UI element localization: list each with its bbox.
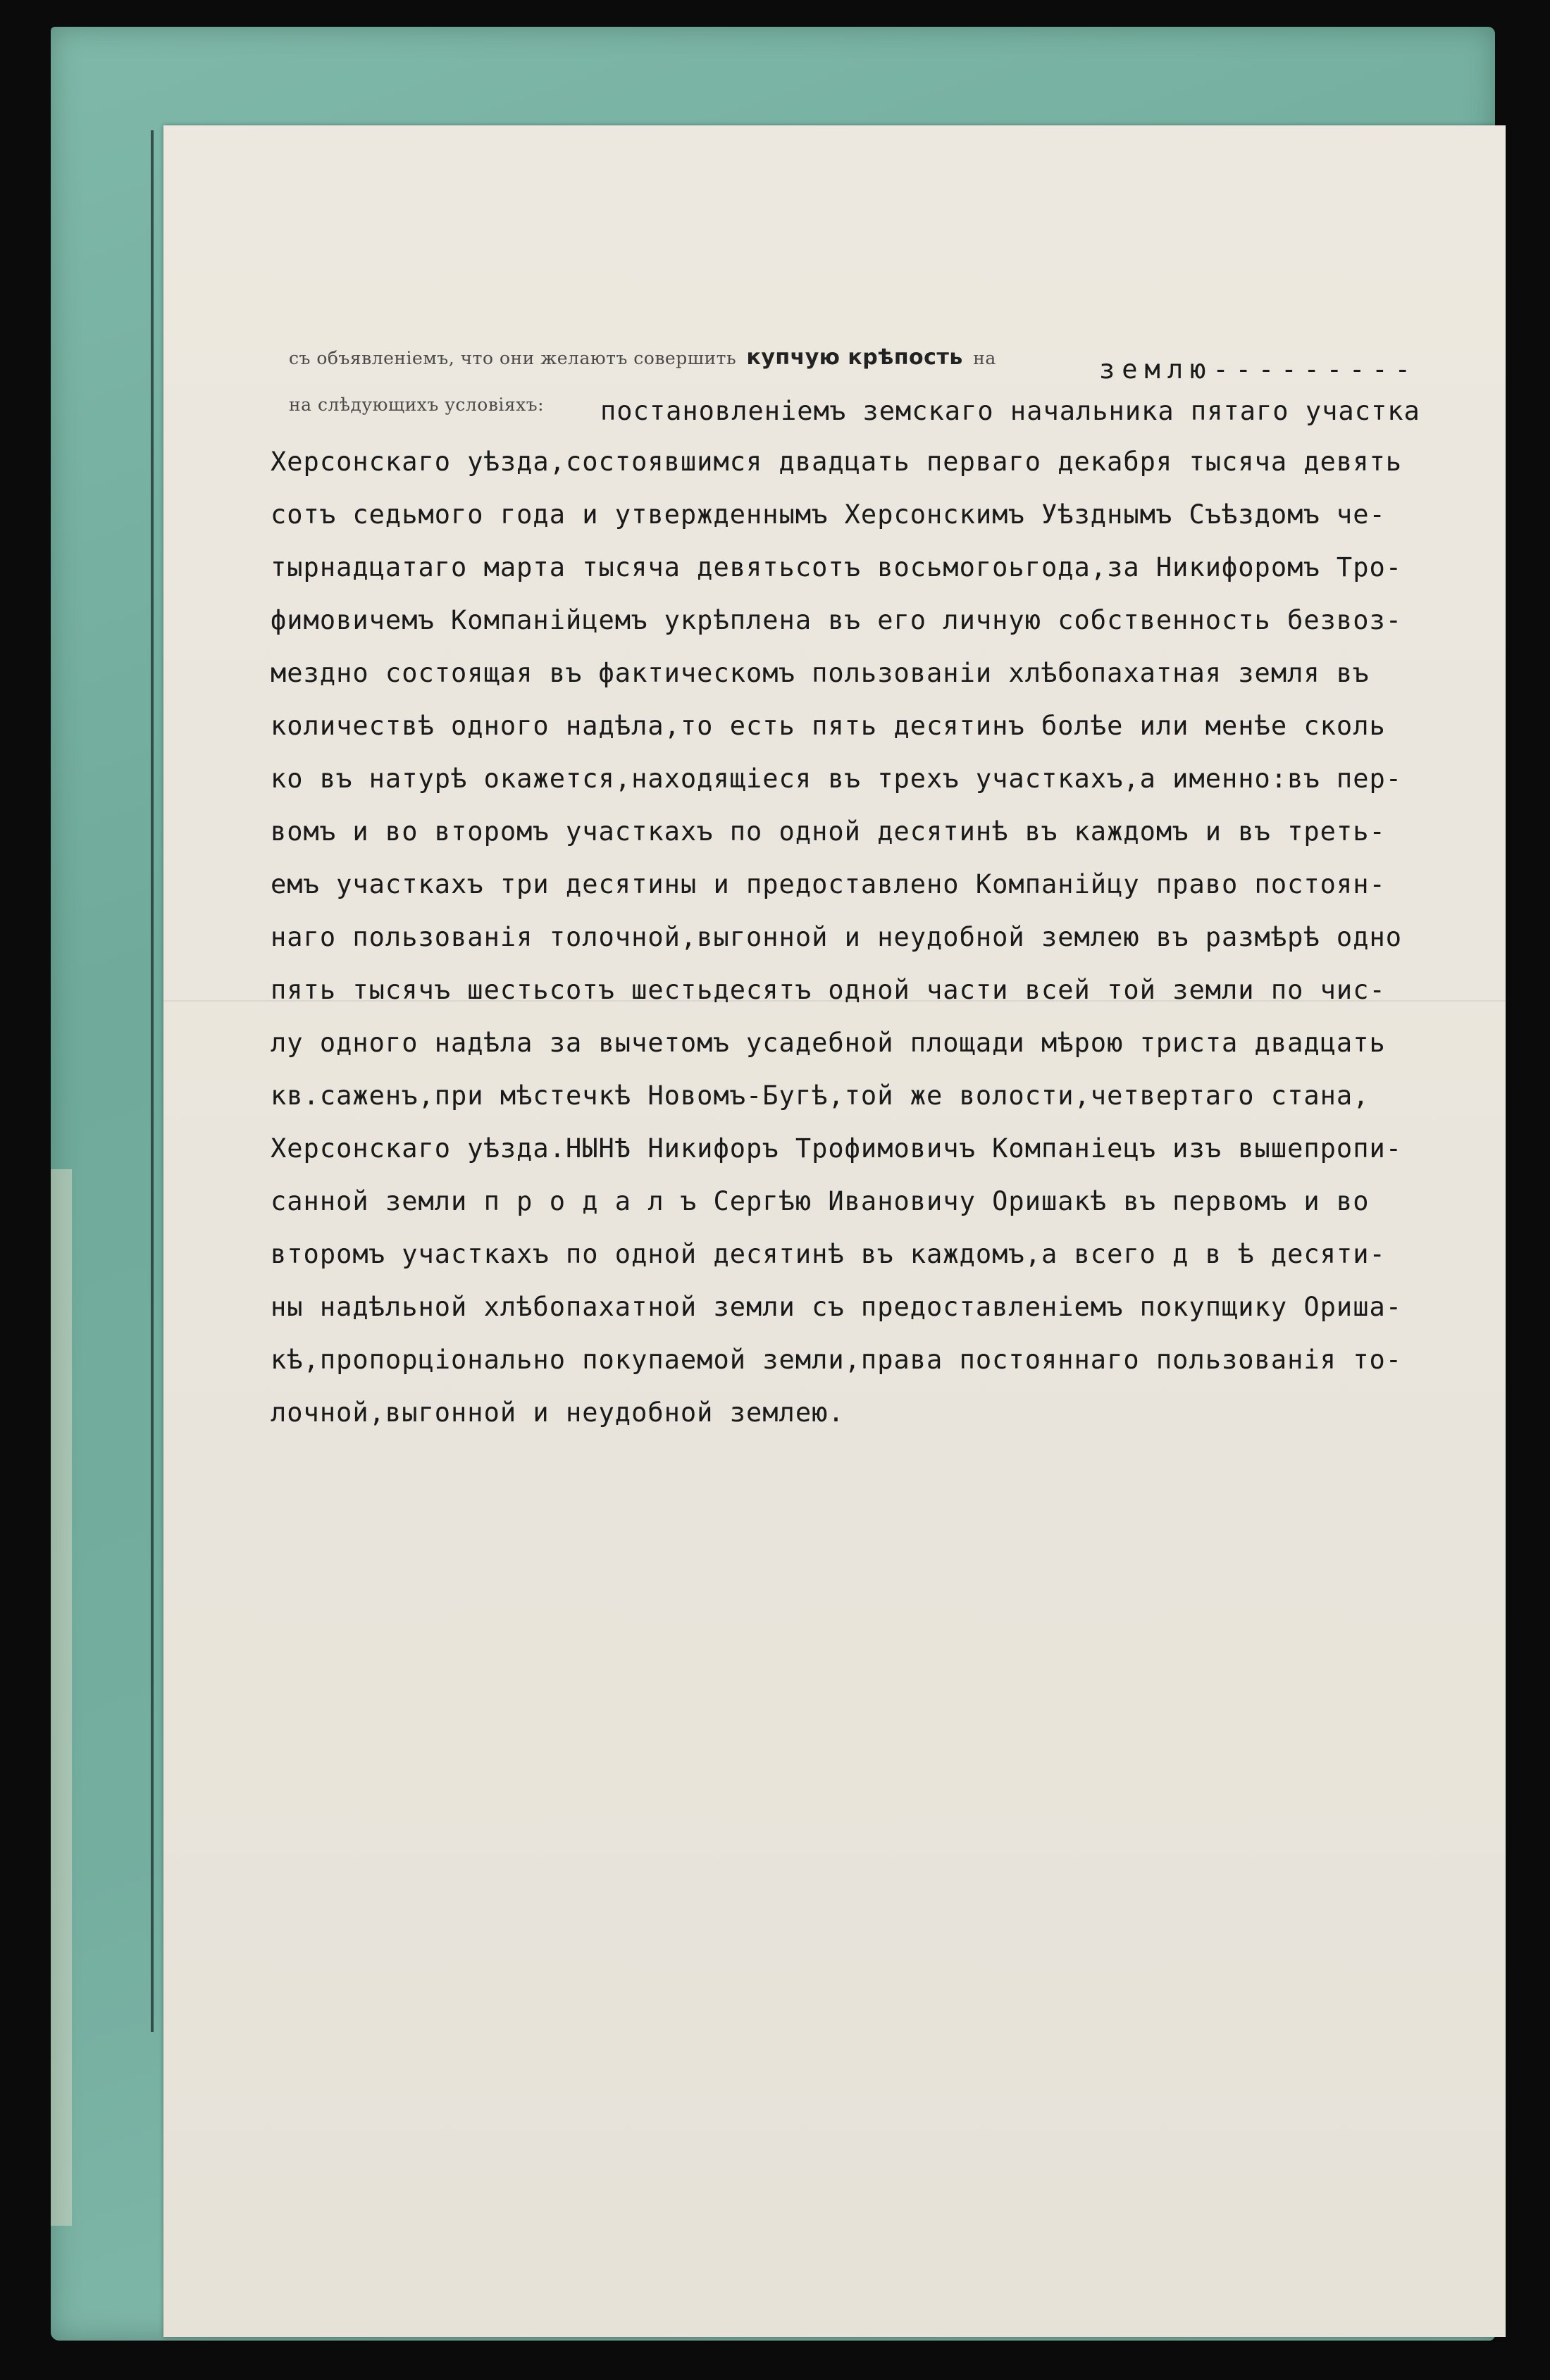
form-suffix: на <box>973 348 996 368</box>
typed-line: ко въ натурѣ окажется,находящіеся въ трехъ участкахъ,а именно:въ пер- <box>271 764 1403 794</box>
typed-line: емъ участкахъ три десятины и предоставлено Компанійцу право постоян- <box>271 869 1386 899</box>
typed-line: лу одного надѣла за вычетомъ усадебной площади мѣрою триста двадцать <box>271 1028 1386 1058</box>
typed-line: санной земли п р о д а л ъ Сергѣю Ивановичу Оришакѣ въ первомъ и во <box>271 1186 1370 1216</box>
typed-line: наго пользованія толочной,выгонной и неудобной землею въ размѣрѣ одно <box>271 922 1403 952</box>
form-conditions-label: на слѣдующихъ условіяхъ: <box>289 394 545 415</box>
typed-line: ны надѣльной хлѣбопахатной земли съ предоставленіемъ покупщику Ориша- <box>271 1292 1403 1322</box>
typed-line: второмъ участкахъ по одной десятинѣ въ каждомъ,а всего д в ѣ десяти- <box>271 1239 1386 1269</box>
typed-line: тырнадцатаго марта тысяча девятьсотъ восьмогоьгода,за Никифоромъ Тро- <box>271 552 1403 582</box>
typed-first-line: постановленіемъ земскаго начальника пятаго участка <box>600 396 1420 426</box>
form-prefix: съ объявленіемъ, что они желаютъ совершить <box>289 348 737 368</box>
typed-line: количествѣ одного надѣла,то есть пять десятинъ болѣе или менѣе сколь <box>271 711 1386 741</box>
form-deed-type: купчую крѣпость <box>746 345 963 370</box>
typed-line: Херсонскаго уѣзда,состоявшимся двадцать перваго декабря тысяча девять <box>271 447 1403 477</box>
folder-worn-edge <box>51 1169 72 2226</box>
typed-line: кѣ,пропорціонально покупаемой земли,права постояннаго пользованія то- <box>271 1345 1403 1375</box>
folder-rule-line <box>151 130 154 2032</box>
typed-line: Херсонскаго уѣзда.НЫНѢ Никифоръ Трофимовичъ Компаніецъ изъ вышепропи- <box>271 1133 1403 1164</box>
typed-line: мездно состоящая въ фактическомъ пользованіи хлѣбопахатная земля въ <box>271 658 1370 688</box>
typed-line: фимовичемъ Компанійцемъ укрѣплена въ его личную собственность безвоз- <box>271 605 1403 635</box>
typed-line: сотъ седьмого года и утвержденнымъ Херсонскимъ Уѣзднымъ Съѣздомъ че- <box>271 499 1386 530</box>
form-line-2 <box>289 394 544 415</box>
typed-line: лочной,выгонной и неудобной землею. <box>271 1397 845 1428</box>
form-line-1 <box>289 345 996 370</box>
typed-line: пять тысячъ шестьсотъ шестьдесятъ одной части всей той земли по чис- <box>271 975 1386 1005</box>
typed-line: кв.саженъ,при мѣстечкѣ Новомъ-Бугѣ,той же волости,четвертаго стана, <box>271 1080 1370 1111</box>
deed-subject: землю--------- <box>1099 354 1418 385</box>
typed-line: вомъ и во второмъ участкахъ по одной десятинѣ въ каждомъ и въ треть- <box>271 816 1386 847</box>
